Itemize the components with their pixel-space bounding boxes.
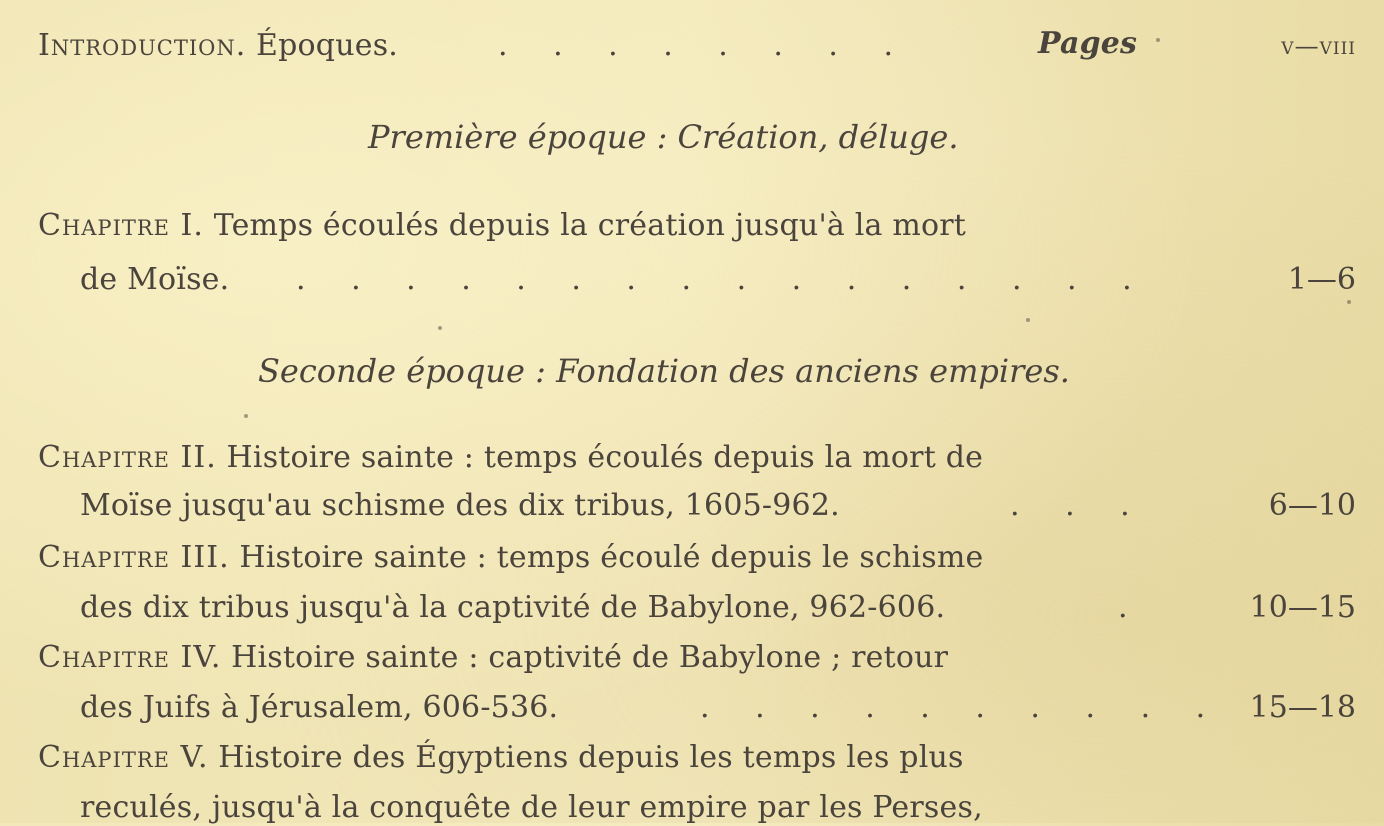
chapter-1-label: Chapitre I. bbox=[38, 208, 204, 243]
chapter-3-title-line-1: Histoire sainte : temps écoulé depuis le schisme bbox=[239, 540, 984, 575]
toc-entry-introduction bbox=[38, 28, 398, 64]
chapter-3-title-line-2: des dix tribus jusqu'à la captivité de Babylone, 962-606. bbox=[80, 590, 946, 625]
scan-speck bbox=[438, 326, 442, 330]
scan-speck bbox=[1347, 300, 1351, 304]
pages-label: Pages bbox=[1038, 26, 1138, 61]
chapter-1-title-line-2: de Moïse. bbox=[80, 262, 230, 297]
chapter-2-label: Chapitre II. bbox=[38, 440, 217, 475]
chapter-1-title-line-1: Temps écoulés depuis la création jusqu'à la mort bbox=[213, 208, 967, 243]
scan-speck bbox=[244, 414, 248, 418]
chapter-2-leader-dots: . . . bbox=[1010, 488, 1148, 523]
scan-speck bbox=[1156, 38, 1160, 42]
chapter-4-pages: 15—18 bbox=[1249, 690, 1356, 725]
toc-entry-chapter-5-line-1 bbox=[38, 740, 964, 776]
chapter-4-title-line-1: Histoire sainte : captivité de Babylone ; retour bbox=[231, 640, 949, 675]
toc-entry-chapter-1-line-1 bbox=[38, 208, 966, 244]
toc-entry-chapter-2-line-1 bbox=[38, 440, 983, 476]
chapter-5-title-line-2: reculés, jusqu'à la conquête de leur empire par les Perses, bbox=[80, 790, 983, 825]
chapter-3-label: Chapitre III. bbox=[38, 540, 230, 575]
chapter-5-title-line-1: Histoire des Égyptiens depuis les temps les plus bbox=[218, 740, 964, 775]
chapter-3-leader-dots: . bbox=[1118, 590, 1146, 625]
introduction-pages: v—viii bbox=[1281, 32, 1356, 60]
chapter-2-title-line-2: Moïse jusqu'au schisme des dix tribus, 1605-962. bbox=[80, 488, 840, 523]
toc-entry-chapter-4-line-1 bbox=[38, 640, 948, 676]
introduction-label: Introduction. bbox=[38, 28, 247, 63]
chapter-2-title-line-1: Histoire sainte : temps écoulés depuis la mort de bbox=[226, 440, 984, 475]
scan-speck bbox=[1026, 318, 1030, 322]
chapter-5-label: Chapitre V. bbox=[38, 740, 209, 775]
introduction-leader-dots: . . . . . . . . bbox=[498, 28, 912, 63]
chapter-2-pages: 6—10 bbox=[1268, 488, 1356, 523]
chapter-4-title-line-2: des Juifs à Jérusalem, 606-536. bbox=[80, 690, 559, 725]
chapter-3-pages: 10—15 bbox=[1249, 590, 1356, 625]
introduction-title: Époques. bbox=[256, 28, 399, 63]
toc-entry-chapter-3-line-1 bbox=[38, 540, 984, 576]
chapter-4-label: Chapitre IV. bbox=[38, 640, 222, 675]
chapter-1-leader-dots: . . . . . . . . . . . . . . . . bbox=[296, 262, 1150, 297]
epoch-heading-first: Première époque : Création, déluge. bbox=[368, 118, 959, 156]
chapter-1-pages: 1—6 bbox=[1287, 262, 1356, 297]
chapter-4-leader-dots: . . . . . . . . . . bbox=[700, 690, 1224, 725]
epoch-heading-second: Seconde époque : Fondation des anciens empires. bbox=[258, 352, 1070, 390]
